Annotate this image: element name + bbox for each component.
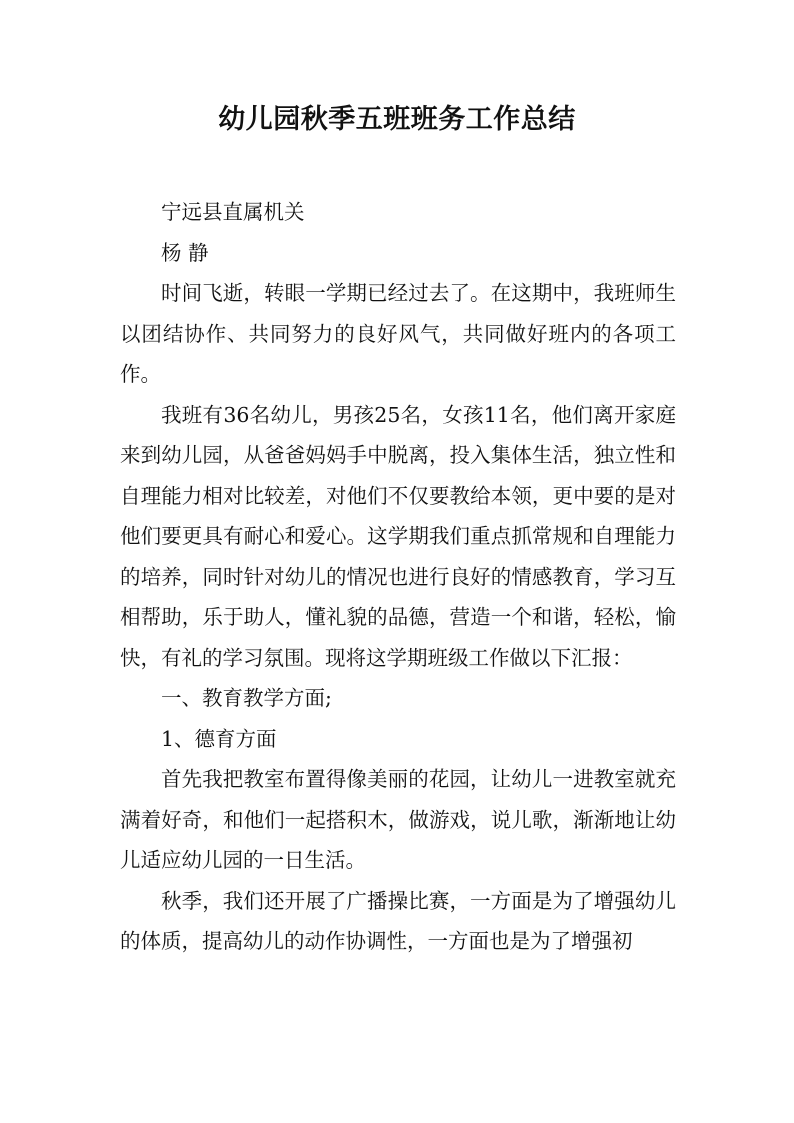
subsection-heading: 1、德育方面	[161, 726, 277, 751]
paragraph: 我班有36名幼儿，男孩25名，女孩11名，他们离开家庭来到幼儿园，从爸爸妈妈手中脱离，投入集体生活，独立性和自理能力相对比较差，对他们不仅要教给本领，更中要的是对他们要更具有耐心和爱心。这学期我们重点抓常规和自理能力的培养，同时针对幼儿的情况也进行良好的情感教育，学习互相帮助，乐于助人，懂礼貌的品德，营造一个和谐，轻松，愉快，有礼的学习氛围。现将这学期班级工作做以下汇报：	[120, 402, 676, 670]
document-title: 幼儿园秋季五班班务工作总结	[218, 104, 576, 135]
paragraph: 首先我把教室布置得像美丽的花园，让幼儿一进教室就充满着好奇，和他们一起搭积木，做游戏，说儿歌，渐渐地让幼儿适应幼儿园的一日生活。	[120, 767, 676, 872]
paragraph: 秋季，我们还开展了广播操比赛，一方面是为了增强幼儿的体质，提高幼儿的动作协调性，一方面也是为了增强初	[120, 888, 676, 953]
author-name: 杨 静	[161, 240, 209, 265]
author-unit: 宁远县直属机关	[161, 200, 305, 224]
document-body	[120, 192, 676, 962]
section-heading: 一、教育教学方面;	[161, 686, 332, 710]
paragraph: 时间飞逝，转眼一学期已经过去了。在这期中，我班师生以团结协作、共同努力的良好风气，共同做好班内的各项工作。	[120, 281, 676, 386]
